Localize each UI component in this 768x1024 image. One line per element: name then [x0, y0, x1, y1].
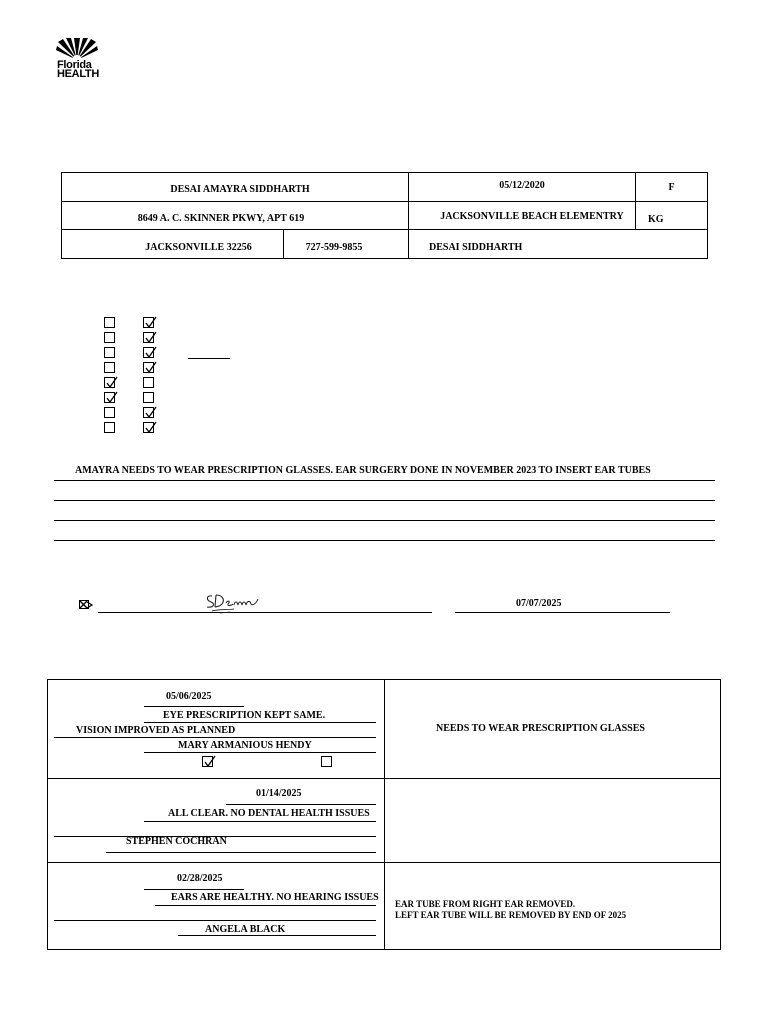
hearing-blank-line	[54, 920, 376, 921]
hearing-result: EARS ARE HEALTHY. NO HEARING ISSUES	[171, 892, 379, 903]
checklist-checkbox-right[interactable]	[143, 317, 154, 328]
vision-examiner: MARY ARMANIOUS HENDY	[178, 740, 312, 751]
city-zip: JACKSONVILLE 32256	[145, 242, 252, 253]
checklist-checkbox-right[interactable]	[143, 407, 154, 418]
logo-line-florida: Florida	[57, 59, 92, 71]
checklist-checkbox-left[interactable]	[104, 422, 115, 433]
checklist-checkbox-left[interactable]	[104, 332, 115, 343]
checklist-checkbox-left[interactable]	[104, 347, 115, 358]
checklist-checkbox-right[interactable]	[143, 392, 154, 403]
hearing-notes-1: EAR TUBE FROM RIGHT EAR REMOVED.	[395, 899, 576, 909]
dental-result: ALL CLEAR. NO DENTAL HEALTH ISSUES	[168, 808, 370, 819]
comment-line	[54, 540, 715, 541]
checkmark-icon	[144, 421, 157, 434]
vision-exam-date: 05/06/2025	[166, 691, 212, 702]
checkmark-icon	[105, 391, 118, 404]
checklist-checkbox-right[interactable]	[143, 332, 154, 343]
school-name: JACKSONVILLE BEACH ELEMENTRY	[440, 210, 624, 222]
checklist-checkbox-left[interactable]	[104, 407, 115, 418]
checklist-blank-line	[188, 358, 230, 359]
grade: KG	[648, 213, 664, 225]
checklist-checkbox-left[interactable]	[104, 377, 115, 388]
student-info-table	[61, 172, 708, 259]
hearing-examiner: ANGELA BLACK	[205, 924, 286, 935]
grade-cell	[636, 202, 708, 230]
hearing-exam-date: 02/28/2025	[177, 873, 223, 884]
dental-exam-date: 01/14/2025	[256, 788, 302, 799]
vision-result-line	[144, 722, 376, 723]
checkmark-icon	[105, 376, 118, 389]
signature-checkbox[interactable]	[79, 600, 89, 609]
exam-divider-vertical	[384, 679, 385, 950]
dob-cell	[409, 173, 636, 202]
phone-number: 727-599-9855	[305, 242, 363, 253]
dental-examiner-line	[106, 852, 376, 853]
logo-line-health: HEALTH	[57, 68, 99, 80]
checklist-checkbox-right[interactable]	[143, 347, 154, 358]
checkmark-icon	[144, 316, 157, 329]
checkmark-icon	[144, 406, 157, 419]
florida-health-logo	[56, 38, 100, 82]
checklist-checkbox-right[interactable]	[143, 422, 154, 433]
checklist-checkbox-left[interactable]	[104, 392, 115, 403]
hearing-date-line	[144, 889, 244, 890]
checklist-checkbox-right[interactable]	[143, 362, 154, 373]
exam-divider	[47, 778, 721, 779]
comment-line	[54, 480, 715, 481]
vision-examiner-line	[144, 752, 376, 753]
student-name: DESAI AMAYRA SIDDHARTH	[170, 184, 310, 195]
comments-text: AMAYRA NEEDS TO WEAR PRESCRIPTION GLASSES. EAR SURGERY DONE IN NOVEMBER 2023 TO INSERT EAR TUBES	[75, 465, 651, 476]
sex: F	[668, 182, 675, 193]
dental-result-line	[144, 821, 376, 822]
sunburst-icon	[56, 38, 98, 60]
x-mark-icon	[79, 600, 93, 610]
checklist-checkbox-left[interactable]	[104, 362, 115, 373]
parent-cell	[409, 230, 708, 259]
checklist-checkbox-left[interactable]	[104, 317, 115, 328]
vision-notes: NEEDS TO WEAR PRESCRIPTION GLASSES	[436, 723, 645, 734]
comment-line	[54, 500, 715, 501]
vision-result-2: VISION IMPROVED AS PLANNED	[76, 725, 236, 736]
vision-result-1: EYE PRESCRIPTION KEPT SAME.	[163, 710, 326, 721]
phone-cell	[284, 230, 409, 259]
sex-cell	[636, 173, 708, 202]
hearing-notes-2: LEFT EAR TUBE WILL BE REMOVED BY END OF 2025	[395, 910, 627, 920]
dental-examiner: STEPHEN COCHRAN	[126, 836, 227, 847]
vision-checkbox-right[interactable]	[321, 756, 332, 767]
street-address: 8649 A. C. SKINNER PKWY, APT 619	[137, 212, 305, 224]
parent-name: DESAI SIDDHARTH	[429, 242, 523, 253]
comment-line	[54, 520, 715, 521]
checkmark-icon	[144, 331, 157, 344]
hearing-examiner-line	[178, 935, 376, 936]
date-of-birth: 05/12/2020	[499, 180, 545, 191]
checklist-checkbox-right[interactable]	[143, 377, 154, 388]
vision-date-line	[144, 706, 244, 707]
checkmark-icon	[144, 346, 157, 359]
signature-date-line	[455, 612, 670, 613]
exam-divider	[47, 862, 721, 863]
dental-date-line	[226, 804, 376, 805]
city-zip-cell	[62, 230, 284, 259]
student-name-cell	[62, 173, 409, 202]
vision-result-line	[54, 737, 376, 738]
address-cell	[62, 202, 409, 230]
signature-date: 07/07/2025	[516, 598, 562, 609]
hearing-result-line	[155, 905, 376, 906]
parent-signature	[204, 592, 266, 614]
vision-checkbox-left[interactable]	[202, 756, 213, 767]
school-cell	[409, 202, 636, 230]
checkmark-icon	[144, 361, 157, 374]
checkmark-icon	[203, 755, 216, 768]
